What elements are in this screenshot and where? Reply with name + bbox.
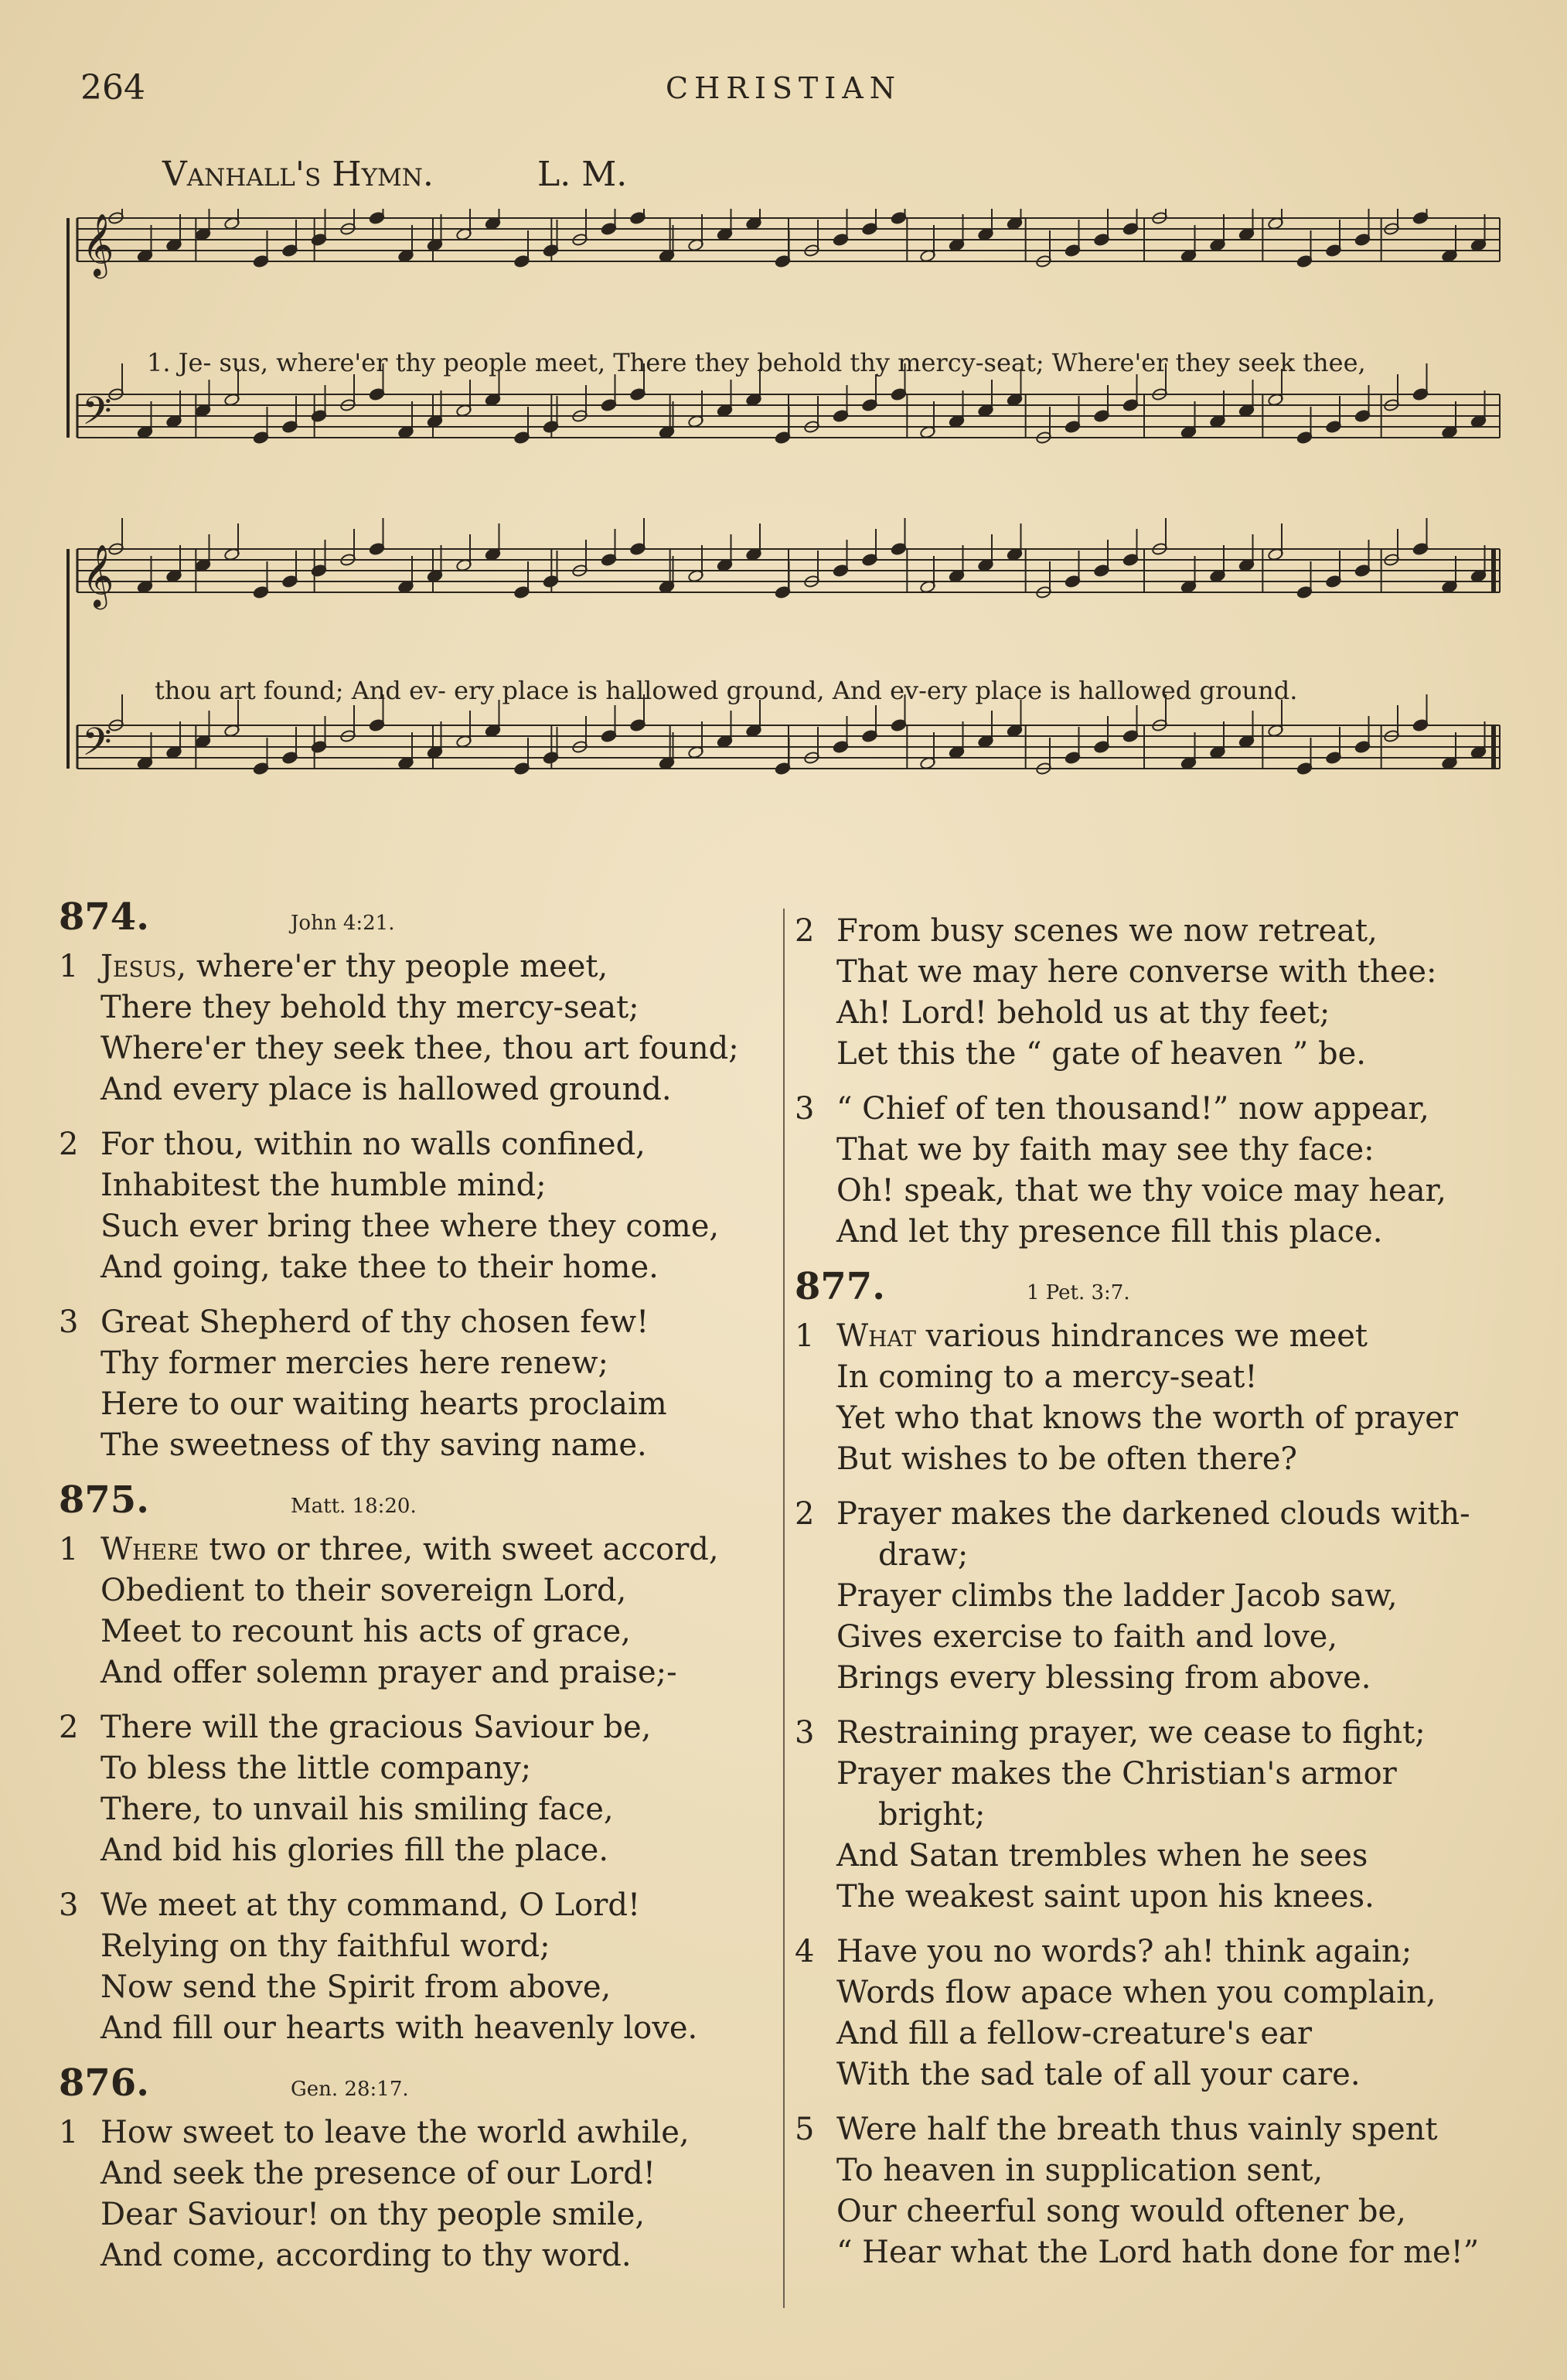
column-divider — [783, 909, 785, 2308]
verse-line: And bid his glories fill the place. — [100, 1833, 609, 1868]
verse-line: From busy scenes we now retreat, — [836, 913, 1378, 949]
verse — [795, 911, 1521, 1075]
verse-line: Great Shepherd of thy chosen few! — [100, 1304, 649, 1340]
treble-clef-icon: 𝄞 — [82, 544, 114, 607]
verse — [59, 1529, 778, 1693]
verse-line: “ Chief of ten thousand!” now appear, — [836, 1091, 1429, 1127]
verse-line: Thy former mercies here renew; — [100, 1345, 608, 1381]
verse-number: 5 — [795, 2112, 815, 2147]
verse-line: To heaven in supplication sent, — [836, 2153, 1323, 2188]
verse-line: bright; — [878, 1797, 986, 1833]
verse — [795, 2109, 1521, 2273]
hymn-875 — [59, 1480, 778, 2049]
verse — [59, 2112, 778, 2276]
verse-line: Dear Saviour! on thy people smile, — [100, 2197, 646, 2232]
hymn-number: 874. — [59, 895, 149, 939]
verse-line: Oh! speak, that we thy voice may hear, — [836, 1173, 1446, 1209]
verse-line: With the sad tale of all your care. — [836, 2057, 1361, 2092]
verse-line: And offer solemn prayer and praise;- — [100, 1655, 677, 1690]
scripture-reference: Gen. 28:17. — [291, 2078, 409, 2101]
bass-clef-icon: 𝄢 — [82, 389, 112, 443]
verse-number: 1 — [59, 2115, 79, 2150]
hymn-number: 876. — [59, 2061, 149, 2105]
verse-line: Prayer makes the darkened clouds with- — [836, 1496, 1470, 1532]
verse-number: 2 — [795, 1496, 815, 1532]
verse-line: Here to our waiting hearts proclaim — [100, 1386, 667, 1422]
verse — [59, 1302, 778, 1466]
verse-line: Relying on thy faithful word; — [100, 1928, 550, 1964]
left-column — [59, 897, 778, 2290]
verse-number: 1 — [59, 1532, 79, 1567]
running-title: CHRISTIAN — [666, 71, 901, 105]
verse-line: And fill a fellow-creature's ear — [836, 2016, 1312, 2051]
hymn-874 — [59, 897, 778, 1466]
first-word: What — [836, 1318, 916, 1354]
verse-line: That we by faith may see thy face: — [836, 1132, 1375, 1168]
verse-line: There, to unvail his smiling face, — [100, 1792, 614, 1827]
verse-line: Brings every blessing from above. — [836, 1660, 1371, 1696]
verse — [795, 1494, 1521, 1699]
verse-line: various hindrances we meet — [915, 1318, 1368, 1354]
verse-line: And every place is hallowed ground. — [100, 1072, 672, 1107]
verse — [795, 1089, 1521, 1253]
verse-line: Let this the “ gate of heaven ” be. — [836, 1036, 1366, 1072]
verse-line: There will the gracious Saviour be, — [100, 1710, 652, 1745]
verse-line: We meet at thy command, O Lord! — [100, 1887, 641, 1923]
page-header — [0, 68, 1567, 114]
verse-line: Words flow apace when you complain, — [836, 1975, 1436, 2010]
bass-clef-icon: 𝄢 — [82, 720, 112, 774]
verse-line: For thou, within no walls confined, — [100, 1127, 646, 1162]
verse-number: 2 — [795, 913, 815, 949]
verse-line: The sweetness of thy saving name. — [100, 1427, 647, 1463]
verse-line: The weakest saint upon his knees. — [836, 1879, 1375, 1915]
verse-number: 3 — [59, 1304, 79, 1340]
verse-line: draw; — [878, 1537, 969, 1573]
lyric-line-1: 1. Je- sus, where'er thy people meet, There they behold thy mercy-seat; Where'er they seek thee, — [147, 348, 1366, 377]
verse-line: Prayer makes the Christian's armor — [836, 1756, 1397, 1792]
verse-number: 3 — [795, 1715, 815, 1751]
hymn-876 — [59, 2063, 778, 2276]
verse-line: Ah! Lord! behold us at thy feet; — [836, 995, 1330, 1031]
verse-line: And come, according to thy word. — [100, 2238, 632, 2273]
hymn-number: 875. — [59, 1478, 149, 1522]
verse-line: Yet who that knows the worth of prayer — [836, 1400, 1459, 1436]
verse-number: 2 — [59, 1710, 79, 1745]
verse-number: 4 — [795, 1934, 815, 1969]
verse-line: But wishes to be often there? — [836, 1441, 1297, 1477]
tune-meter: L. M. — [537, 155, 628, 194]
verse-line: Our cheerful song would oftener be, — [836, 2194, 1406, 2229]
verse-line: How sweet to leave the world awhile, — [100, 2115, 690, 2150]
verse — [795, 1713, 1521, 1918]
right-column — [795, 911, 1521, 2287]
verse-line: Gives exercise to faith and love, — [836, 1619, 1338, 1655]
verse-line: “ Hear what the Lord hath done for me!” — [836, 2235, 1480, 2270]
verse-number: 1 — [795, 1318, 815, 1354]
first-word: Where — [100, 1532, 199, 1567]
verse — [59, 1707, 778, 1871]
verse-number: 3 — [59, 1887, 79, 1923]
verse-line: And fill our hearts with heavenly love. — [100, 2010, 698, 2046]
verse — [795, 1932, 1521, 2095]
verse-number: 2 — [59, 1127, 79, 1162]
verse-line: Inhabitest the humble mind; — [100, 1168, 547, 1203]
verse-line: And Satan trembles when he sees — [836, 1838, 1368, 1874]
verse-number: 1 — [59, 949, 79, 984]
music-score — [62, 209, 1515, 858]
verse-line: In coming to a mercy-seat! — [836, 1359, 1258, 1395]
verse-line: Obedient to their sovereign Lord, — [100, 1573, 627, 1608]
hymn-877 — [795, 1267, 1521, 2273]
verse — [59, 1124, 778, 1288]
verse-line: Where'er they seek thee, thou art found; — [100, 1031, 739, 1066]
lyric-line-2: thou art found; And ev- ery place is hallowed ground, And ev-ery place is hallowed ground. — [155, 676, 1298, 705]
verse-line: Now send the Spirit from above, — [100, 1969, 611, 2005]
verse-line: two or three, with sweet accord, — [199, 1532, 719, 1567]
first-word: Jesus, — [100, 949, 187, 984]
verse-line: And going, take thee to their home. — [100, 1250, 659, 1285]
verse-line: Such ever bring thee where they come, — [100, 1209, 720, 1244]
verse-line: Meet to recount his acts of grace, — [100, 1614, 631, 1649]
tune-name: Vanhall's Hymn. — [162, 155, 434, 194]
verse-line: To bless the little company; — [100, 1751, 532, 1786]
verse — [59, 946, 778, 1110]
verse-number: 3 — [795, 1091, 815, 1127]
verse — [59, 1885, 778, 2049]
hymn-number: 877. — [795, 1265, 885, 1308]
verse-line: Prayer climbs the ladder Jacob saw, — [836, 1578, 1398, 1614]
verse-line: Were half the breath thus vainly spent — [836, 2112, 1438, 2147]
verse-line: Have you no words? ah! think again; — [836, 1934, 1412, 1969]
verse-line: There they behold thy mercy-seat; — [100, 990, 639, 1025]
score-staves — [62, 209, 1515, 858]
treble-clef-icon: 𝄞 — [82, 213, 114, 276]
verse-line: That we may here converse with thee: — [836, 954, 1437, 990]
verse-line: Restraining prayer, we cease to fight; — [836, 1715, 1426, 1751]
scripture-reference: John 4:21. — [291, 912, 395, 935]
verse-line: where'er thy people meet, — [186, 949, 608, 984]
verse-line: And seek the presence of our Lord! — [100, 2156, 656, 2191]
scripture-reference: Matt. 18:20. — [291, 1495, 417, 1518]
page-number: 264 — [80, 68, 145, 107]
scripture-reference: 1 Pet. 3:7. — [1027, 1281, 1130, 1304]
verse — [795, 1316, 1521, 1480]
verse-line: And let thy presence fill this place. — [836, 1214, 1383, 1250]
